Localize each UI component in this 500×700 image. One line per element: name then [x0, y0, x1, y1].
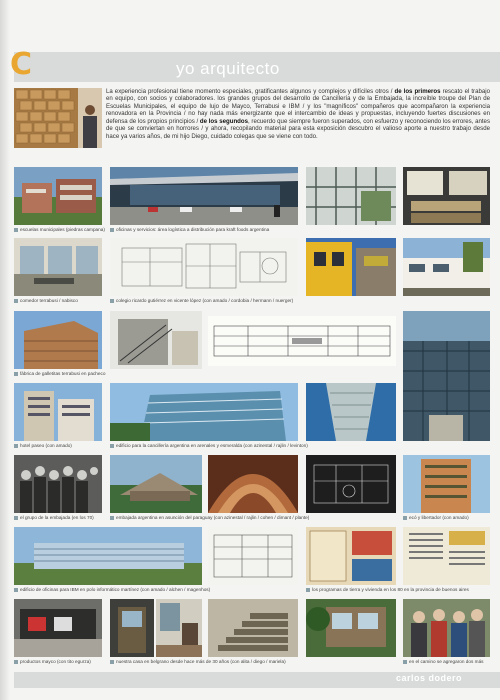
- intro-text-1: La experiencia profesional tiene momento especiales, gratificantes algunos y complejos y difíciles otros /: [106, 88, 395, 95]
- photo-comedor-terrabusi: [14, 238, 102, 296]
- photo-escuelas-municipales: [14, 167, 102, 225]
- caption-fabrica: fábrica de galletitas terrabusi en pacheco: [14, 371, 134, 377]
- photo-eco-libertador: [403, 455, 490, 513]
- page-title: yo arquitecto: [176, 59, 280, 78]
- photo-casa-garden: [306, 599, 396, 657]
- intro-bold-1: de los primeros: [394, 88, 441, 95]
- photo-fabrica-terrabusi: [14, 311, 102, 369]
- photo-colegio-yellow: [306, 238, 396, 296]
- caption-marker: [110, 228, 114, 232]
- caption-marker: [110, 444, 114, 448]
- photo-embajada-vault: [208, 455, 298, 513]
- section-letter: C: [10, 47, 33, 82]
- photo-oficinas-kraft: [110, 167, 298, 225]
- photo-plan-colegio: [110, 238, 298, 296]
- photo-edificio-glass-tower: [403, 311, 490, 441]
- intro-photo-wall: [14, 88, 102, 148]
- caption-programas: los programas de tierra y vivienda en los 80 en la provincia de buenos aires: [306, 587, 496, 593]
- caption-grupo: el grupo de la embajada (en los 70): [14, 515, 108, 521]
- photo-interior-stairs: [403, 167, 490, 225]
- photo-elevation-drawing: [208, 316, 396, 366]
- photo-embajada-asuncion: [110, 455, 202, 513]
- caption-marker: [14, 372, 18, 376]
- caption-embajada: embajada argentina en asunción del paraguay (con azinestal / rajlin / cohen / dimant / plante): [110, 515, 350, 521]
- caption-ibm: edificio de oficinas para IBM en polo informático martínez (con amado / alchen / magenhos): [14, 587, 304, 593]
- photo-casa-door: [110, 599, 154, 657]
- photo-hotel-paseo: [14, 383, 102, 441]
- intro-text-2: rescato el trabajo en equipo, con socios y colaboradores. los grandes grupos del desarrollo de Cancillería y de la Embajada, la increíble troupe del Plan de Escuelas Municipales, el equipo de lujo de Mayco, Terrabusi e IBM / y los "magníficos" compañeros que acompañaron la experiencia renovadora en la Provincia / no hay nada más energizante que el intercambio de ideas y propuestas, incluyendo fuertes discusiones en defensa de los propios principios /: [106, 88, 490, 125]
- photo-familia: [403, 599, 490, 657]
- caption-comedor: comedor terrabusi / nabisco: [14, 298, 108, 304]
- photo-tierra-newspaper: [403, 527, 490, 585]
- caption-eco: ecó y libertador (con amado): [403, 515, 493, 521]
- caption-cancilleria: edificio para la cancillería argentina en arenales y esmeralda (con azinestal / rajlin / levinton): [110, 443, 340, 449]
- caption-casa: nuestra casa en belgrano desde hace más de 30 años (con alita / diego / mariela): [110, 659, 320, 665]
- photo-ibm-section: [208, 527, 298, 585]
- author-name: carlos dodero: [396, 673, 463, 683]
- caption-marker: [14, 588, 18, 592]
- intro-paragraph: [106, 88, 490, 140]
- caption-familia: en el camino se agregaron dos más: [403, 659, 497, 665]
- caption-marker: [403, 660, 407, 664]
- caption-escuelas: escuelas municipales (piedras campana): [14, 227, 108, 233]
- caption-marker: [110, 299, 114, 303]
- intro-bold-2: de los segundos: [199, 117, 249, 125]
- photo-cancilleria: [110, 383, 298, 441]
- caption-hotel: hotel paseo (con amado): [14, 443, 108, 449]
- photo-grupo-embajada: [14, 455, 102, 513]
- caption-marker: [14, 660, 18, 664]
- page-edge: [0, 0, 10, 700]
- photo-colegio-white: [403, 238, 490, 296]
- caption-marker: [14, 228, 18, 232]
- photo-cancilleria-close: [306, 383, 396, 441]
- caption-marker: [110, 516, 114, 520]
- photo-productos-mayco: [14, 599, 102, 657]
- photo-fabrica-stairs: [110, 311, 202, 369]
- photo-atrium-glass: [306, 167, 396, 225]
- caption-colegio: colegio ricardo gutiérrez en vicente lópez (con amado / cordobia / hermann / nuerger): [110, 298, 320, 304]
- intro-text-3: , recuerdo que siempre fueron superados, con esfuerzo y reconociendo los errores, antes de que se conviertan en horrores / y ahora, recopilando material para esta exposición descubro el valioso aporte a nuestro trabajo desde hace ya varios años, de mi hijo Diego, cuidado colegas que se viene con todo.: [106, 117, 490, 140]
- photo-ibm-oficinas: [14, 527, 202, 585]
- photo-casa-interior: [156, 599, 202, 657]
- caption-marker: [306, 588, 310, 592]
- photo-casa-stairs: [208, 599, 298, 657]
- caption-marker: [14, 299, 18, 303]
- caption-mayco: productos mayco (con tito egurza): [14, 659, 108, 665]
- caption-marker: [14, 444, 18, 448]
- caption-marker: [14, 516, 18, 520]
- caption-marker: [110, 660, 114, 664]
- photo-embajada-plan: [306, 455, 396, 513]
- photo-programas-tierra: [306, 527, 396, 585]
- caption-marker: [403, 516, 407, 520]
- caption-oficinas-kraft: oficinas y servicios: área logística a distribución para kraft foods argentina: [110, 227, 300, 233]
